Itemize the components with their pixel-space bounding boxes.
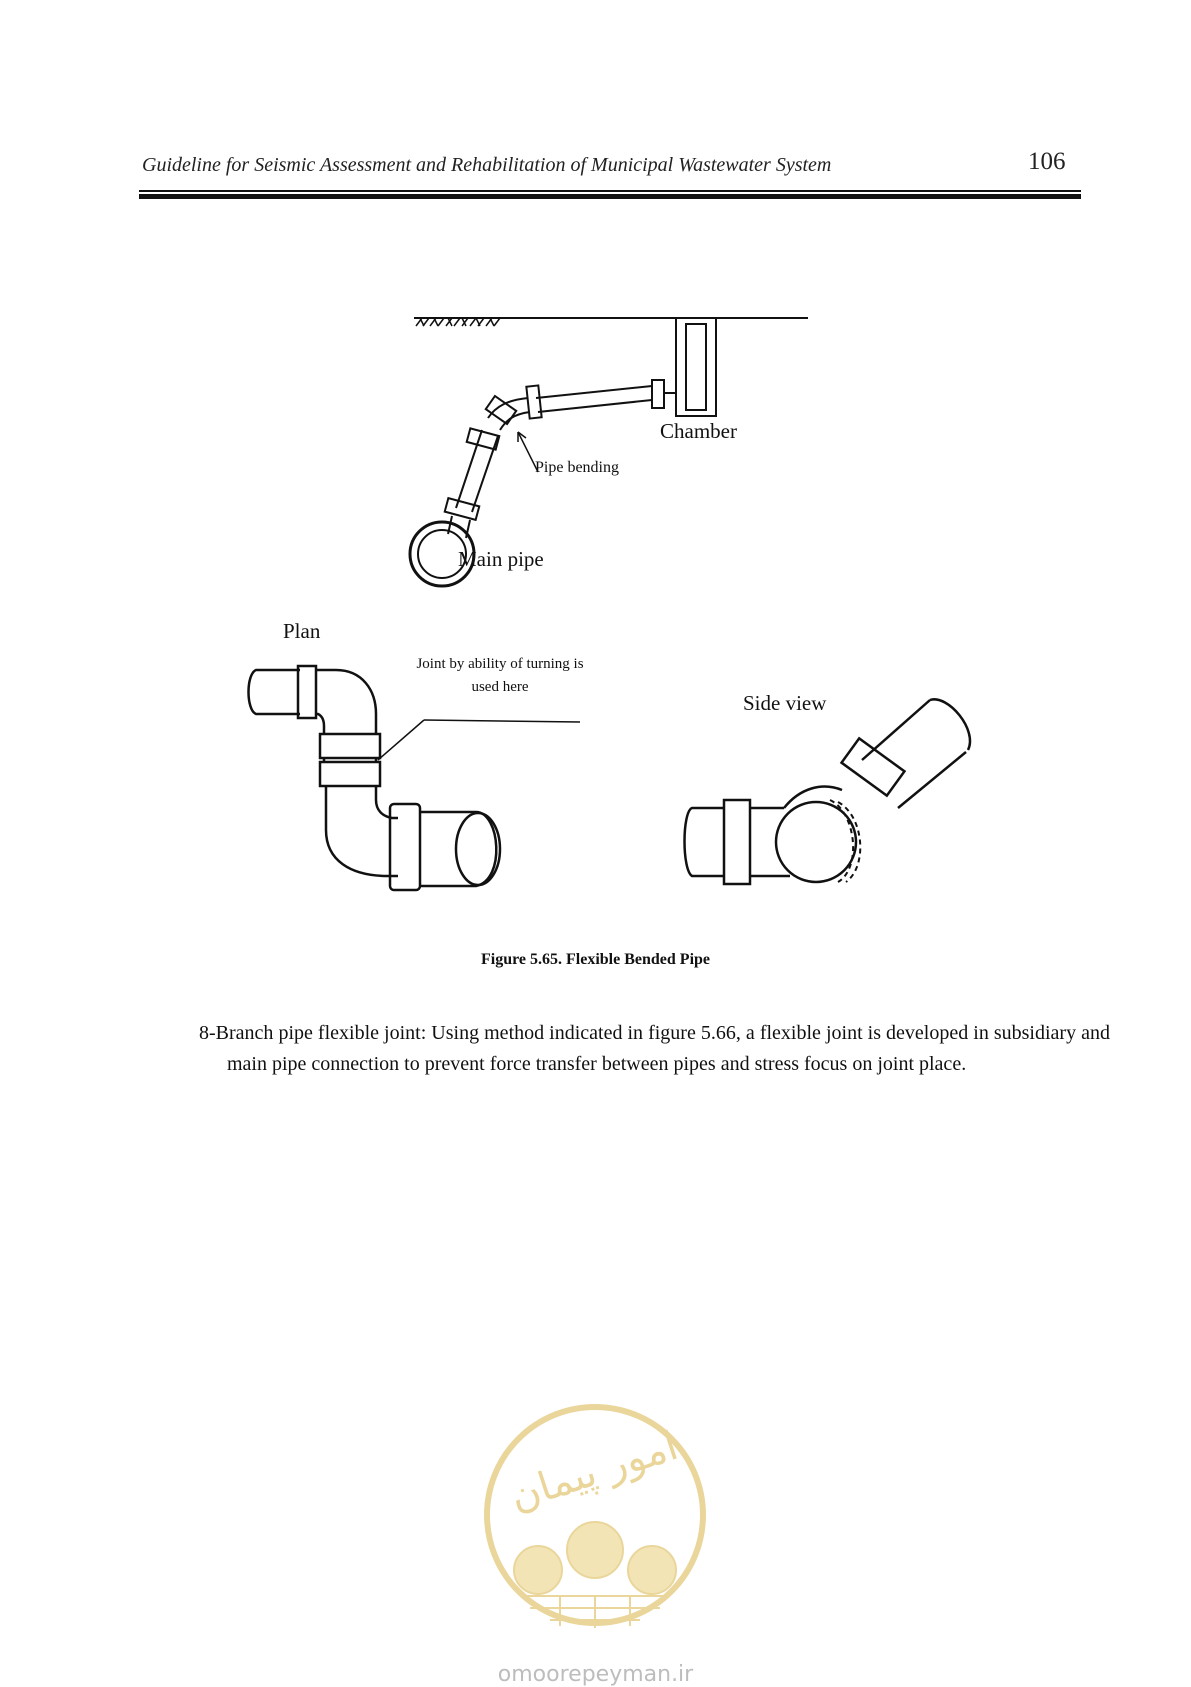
- label-joint-note-2: used here: [471, 679, 529, 695]
- watermark-logo: [480, 1400, 710, 1640]
- diag-joint-2: [445, 498, 480, 520]
- gear-icon: [514, 1546, 562, 1594]
- label-main-pipe: Main pipe: [458, 547, 544, 571]
- gear-icon: [628, 1546, 676, 1594]
- plan-turn-joint-2: [320, 762, 380, 786]
- side-view-diagram: [685, 699, 970, 884]
- gear-icon: [567, 1522, 623, 1578]
- page-number: 106: [1028, 148, 1066, 175]
- plan-turn-joint-1: [320, 734, 380, 758]
- label-plan: Plan: [283, 619, 321, 643]
- running-header: Guideline for Seismic Assessment and Rehabilitation of Municipal Wastewater System: [142, 154, 832, 176]
- side-joint-left: [724, 800, 750, 884]
- label-pipe-bending: Pipe bending: [535, 459, 619, 476]
- label-side-view: Side view: [743, 691, 827, 715]
- label-joint-note-1: Joint by ability of turning is: [416, 656, 584, 672]
- chamber-joint: [652, 380, 664, 408]
- elbow-joint-top: [526, 385, 541, 418]
- side-joint-angled: [842, 738, 905, 795]
- chamber-outer: [676, 318, 716, 416]
- top-diagram: [410, 318, 808, 586]
- figure-caption: Figure 5.65. Flexible Bended Pipe: [480, 951, 711, 968]
- ground-hatching: [416, 318, 500, 326]
- plan-joint-top: [298, 666, 316, 718]
- chamber-inner: [686, 324, 706, 410]
- label-chamber: Chamber: [660, 419, 737, 443]
- plan-diagram: [249, 666, 581, 890]
- watermark-logo-text: امور پیمان: [504, 1423, 684, 1521]
- watermark-site: omoorepeyman.ir: [497, 1662, 694, 1687]
- body-paragraph: 8-Branch pipe flexible joint: Using method indicated in figure 5.66, a flexible joint is developed in subsidiary and main pipe connection to prevent force transfer between pipes and stress focus on joint place.: [199, 1022, 1110, 1075]
- joint-leader-line: [378, 720, 424, 760]
